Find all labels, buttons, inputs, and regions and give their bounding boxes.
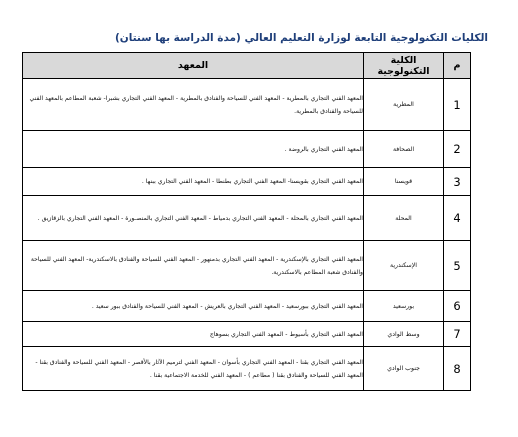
institutes-text: المعهد الفني التجاري بالروضة . xyxy=(23,131,364,168)
row-number: 4 xyxy=(444,196,471,241)
row-number: 1 xyxy=(444,79,471,131)
college-name: المطرية xyxy=(364,79,444,131)
row-number: 2 xyxy=(444,131,471,168)
institutes-text: المعهد الفني التجاري بقويسنا- المعهد الفني التجاري بطنطا - المعهد الفني التجاري ببنها . xyxy=(23,168,364,196)
table-row xyxy=(23,168,471,196)
row-number: 3 xyxy=(444,168,471,196)
institutes-text: المعهد الفني التجاري بالمحلة - المعهد الفني التجاري بدمياط - المعهد الفني التجاري بالمنصـورة - المعهد الفني التجاري بالزقازيق . xyxy=(23,196,364,241)
header-num: م xyxy=(444,53,471,79)
table-row xyxy=(23,131,471,168)
table-row xyxy=(23,291,471,322)
row-number: 7 xyxy=(444,322,471,347)
table-row xyxy=(23,196,471,241)
institutes-text: المعهد الفني التجاري بالمطرية - المعهد الفني للسياحة والفنادق بالمطرية - المعهد الفني التجاري بشبرا- شعبة المطاعم بالمعهد الفني للسياحة والفنادق بالمطرية. xyxy=(23,79,364,131)
institutes-text: المعهد الفني التجاري ببورسعيد - المعهد الفني التجاري بالعريش - المعهد الفني للسياحة والفنادق ببور سعيد . xyxy=(23,291,364,322)
row-number: 5 xyxy=(444,241,471,291)
table-row xyxy=(23,347,471,391)
college-name: بورسعيد xyxy=(364,291,444,322)
college-name: جنوب الوادي xyxy=(364,347,444,391)
college-name: الصحافة xyxy=(364,131,444,168)
college-name: وسط الوادي xyxy=(364,322,444,347)
page-title: الكليات التكنولوجية التابعة لوزارة التعليم العالي (مدة الدراسة بها سنتان) xyxy=(114,32,488,44)
header-college: الكلية التكنولوجية xyxy=(364,53,444,79)
row-number: 8 xyxy=(444,347,471,391)
institutes-text: المعهد الفني التجاري بالإسكندرية - المعهد الفني التجاري بدمنهور - المعهد الفني للسياحة والفنادق بالاسكندرية- المعهد الفني للسياحة والفنادق شعبة المطاعم بالاسكندرية. xyxy=(23,241,364,291)
college-name: المحلة xyxy=(364,196,444,241)
row-number: 6 xyxy=(444,291,471,322)
colleges-table xyxy=(22,52,471,391)
header-row xyxy=(23,53,471,79)
table-row xyxy=(23,241,471,291)
institutes-text: المعهد الفني التجاري بأسيوط - المعهد الفني التجاري بسوهاج xyxy=(23,322,364,347)
college-name: الإسكندرية xyxy=(364,241,444,291)
table-row xyxy=(23,79,471,131)
college-name: قويسنا xyxy=(364,168,444,196)
table-row xyxy=(23,322,471,347)
institutes-text: المعهد الفني التجاري بقنا - المعهد الفني التجاري بأسوان - المعهد الفني لترميم الآثار بالأقصر - المعهد الفني للسياحة والفنادق بقنا - المعهد الفني للسياحة والفنادق بقنا ( مطاعم ) - المعهد الفني للخدمة الاجتماعية بقنا . xyxy=(23,347,364,391)
header-institute: المعهد xyxy=(23,53,364,79)
